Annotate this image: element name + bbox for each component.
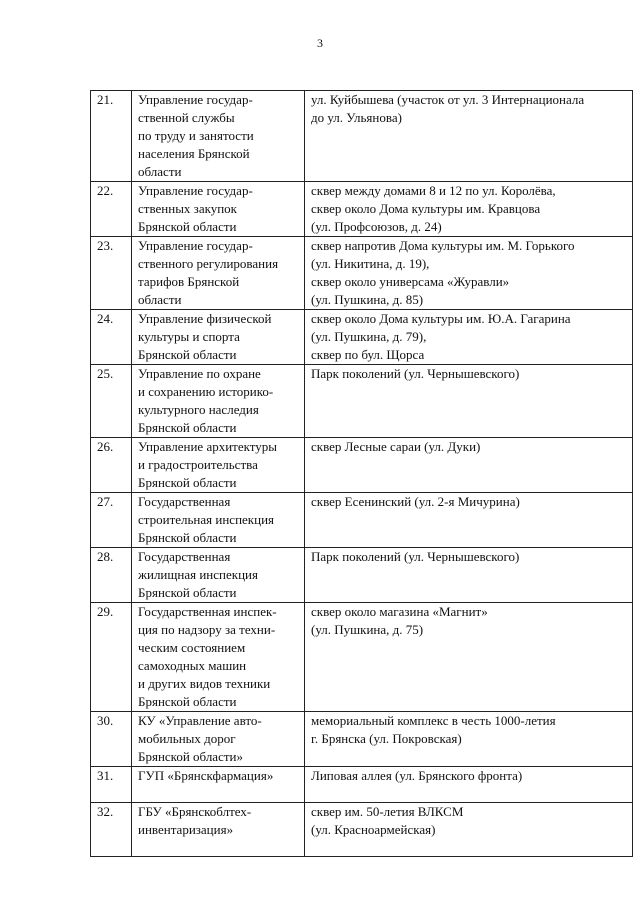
organization-line: жилищная инспекция <box>138 567 258 582</box>
organization-line: Государственная <box>138 549 231 564</box>
row-number: 32. <box>91 803 132 857</box>
location-cell <box>305 310 633 365</box>
organization-line: области <box>138 164 182 179</box>
organization-line: и сохранению историко- <box>138 384 274 399</box>
organization-cell <box>132 803 305 857</box>
location-line: Парк поколений (ул. Чернышевского) <box>311 549 520 564</box>
organization-line: Брянской области <box>138 530 237 545</box>
location-line: сквер около Дома культуры им. Ю.А. Гагарина <box>311 311 571 326</box>
organization-line: ственных закупок <box>138 201 237 216</box>
organization-cell <box>132 237 305 310</box>
location-line: ул. Куйбышева (участок от ул. 3 Интернационала <box>311 92 585 107</box>
location-cell <box>305 237 633 310</box>
page-number: 3 <box>317 36 323 50</box>
location-line: сквер около Дома культуры им. Кравцова <box>311 201 541 216</box>
table-row <box>91 548 633 603</box>
row-number: 30. <box>91 712 132 767</box>
location-cell <box>305 603 633 712</box>
row-number: 26. <box>91 438 132 493</box>
organization-cell <box>132 182 305 237</box>
location-line: (ул. Никитина, д. 19), <box>311 256 430 271</box>
row-number: 25. <box>91 365 132 438</box>
location-cell <box>305 91 633 182</box>
location-line: Парк поколений (ул. Чернышевского) <box>311 366 520 381</box>
organization-line: Брянской области» <box>138 749 243 764</box>
organization-cell <box>132 310 305 365</box>
location-cell <box>305 438 633 493</box>
organization-cell <box>132 767 305 803</box>
organization-line: Государственная инспек- <box>138 604 277 619</box>
organization-line: Брянской области <box>138 420 237 435</box>
row-number: 24. <box>91 310 132 365</box>
table-row <box>91 438 633 493</box>
table-row <box>91 237 633 310</box>
location-cell <box>305 365 633 438</box>
location-line: (ул. Пушкина, д. 85) <box>311 292 424 307</box>
row-number: 31. <box>91 767 132 803</box>
organization-line: строительная инспекция <box>138 512 275 527</box>
organization-line: Брянской области <box>138 347 237 362</box>
location-line: (ул. Пушкина, д. 75) <box>311 622 424 637</box>
organization-line: ственной службы <box>138 110 235 125</box>
location-line: г. Брянска (ул. Покровская) <box>311 731 462 746</box>
organization-line: Брянской области <box>138 585 237 600</box>
organization-line: населения Брянской <box>138 146 250 161</box>
organization-line: Управление государ- <box>138 183 253 198</box>
table-row <box>91 91 633 182</box>
organization-line: Управление государ- <box>138 92 253 107</box>
location-line: сквер напротив Дома культуры им. М. Горького <box>311 238 575 253</box>
location-line: (ул. Профсоюзов, д. 24) <box>311 219 442 234</box>
table-row <box>91 310 633 365</box>
organization-line: Брянской области <box>138 475 237 490</box>
table-row <box>91 603 633 712</box>
row-number: 28. <box>91 548 132 603</box>
row-number: 21. <box>91 91 132 182</box>
location-cell <box>305 803 633 857</box>
organization-line: Брянской области <box>138 694 237 709</box>
organization-line: КУ «Управление авто- <box>138 713 262 728</box>
organization-line: самоходных машин <box>138 658 247 673</box>
organization-cell <box>132 548 305 603</box>
organization-cell <box>132 493 305 548</box>
table-row <box>91 493 633 548</box>
organization-line: ГБУ «Брянскоблтех- <box>138 804 252 819</box>
organization-line: ция по надзору за техни- <box>138 622 276 637</box>
organization-line: Брянской области <box>138 219 237 234</box>
location-line: сквер около магазина «Магнит» <box>311 604 488 619</box>
location-cell <box>305 712 633 767</box>
location-line: (ул. Красноармейская) <box>311 822 436 837</box>
location-line: мемориальный комплекс в честь 1000-летия <box>311 713 556 728</box>
table-row <box>91 712 633 767</box>
row-number: 22. <box>91 182 132 237</box>
location-cell <box>305 182 633 237</box>
row-number: 23. <box>91 237 132 310</box>
organization-cell <box>132 365 305 438</box>
location-line: сквер по бул. Щорса <box>311 347 425 362</box>
location-line: сквер Лесные сараи (ул. Дуки) <box>311 439 481 454</box>
organization-line: Управление по охране <box>138 366 261 381</box>
location-line: сквер между домами 8 и 12 по ул. Королёва, <box>311 183 556 198</box>
row-number: 29. <box>91 603 132 712</box>
organization-line: по труду и занятости <box>138 128 254 143</box>
table-body <box>91 91 633 857</box>
location-line: сквер Есенинский (ул. 2-я Мичурина) <box>311 494 520 509</box>
organization-line: Управление государ- <box>138 238 253 253</box>
organization-line: и других видов техники <box>138 676 271 691</box>
organization-cell <box>132 91 305 182</box>
location-line: (ул. Пушкина, д. 79), <box>311 329 427 344</box>
organization-cell <box>132 712 305 767</box>
organization-line: и градостроительства <box>138 457 258 472</box>
organization-line: культурного наследия <box>138 402 259 417</box>
location-cell <box>305 493 633 548</box>
organization-line: тарифов Брянской <box>138 274 240 289</box>
organization-line: ческим состоянием <box>138 640 246 655</box>
location-cell <box>305 548 633 603</box>
table-row <box>91 365 633 438</box>
assignment-table <box>90 90 633 857</box>
location-line: сквер им. 50-летия ВЛКСМ <box>311 804 464 819</box>
organization-line: мобильных дорог <box>138 731 236 746</box>
organization-line: Управление архитектуры <box>138 439 278 454</box>
organization-line: инвентаризация» <box>138 822 234 837</box>
organization-line: ственного регулирования <box>138 256 279 271</box>
location-line: до ул. Ульянова) <box>311 110 402 125</box>
organization-line: ГУП «Брянскфармация» <box>138 768 274 783</box>
organization-line: культуры и спорта <box>138 329 240 344</box>
row-number: 27. <box>91 493 132 548</box>
location-cell <box>305 767 633 803</box>
table-row <box>91 767 633 803</box>
location-line: сквер около универсама «Журавли» <box>311 274 510 289</box>
organization-cell <box>132 603 305 712</box>
table-row <box>91 182 633 237</box>
location-line: Липовая аллея (ул. Брянского фронта) <box>311 768 523 783</box>
organization-line: области <box>138 292 182 307</box>
table-row <box>91 803 633 857</box>
organization-line: Государственная <box>138 494 231 509</box>
organization-line: Управление физической <box>138 311 272 326</box>
organization-cell <box>132 438 305 493</box>
